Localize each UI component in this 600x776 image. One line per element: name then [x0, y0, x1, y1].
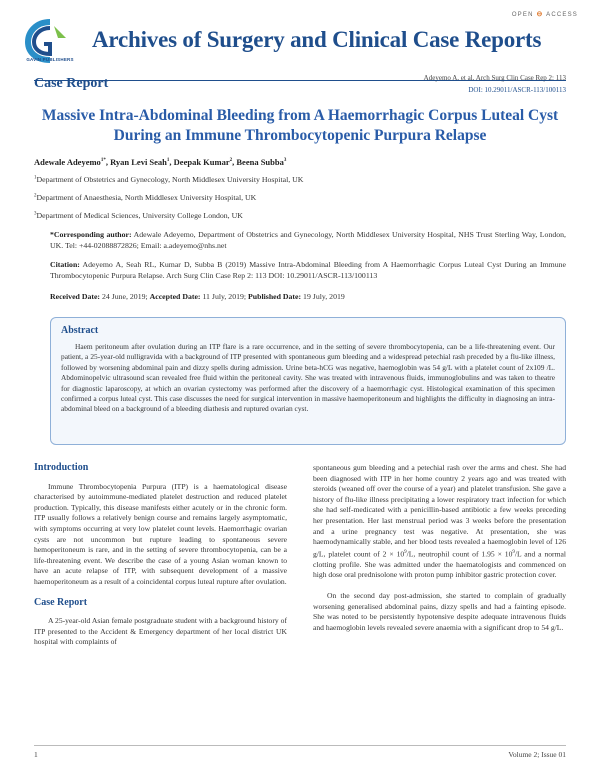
right-column	[313, 463, 566, 633]
paper-title: Massive Intra-Abdominal Bleeding from A Haemorrhagic Corpus Luteal Cyst During an Immune Thrombocytopenic Purpura Relapse	[41, 107, 559, 144]
introduction-paragraph: Immune Thrombocytopenia Purpura (ITP) is a haematological disease characterised by autoimmune-mediated platelet destruction and reduced platelet production. Typically, this disease manifests either acutely or in the chronic form. ITP usually follows a relatively benign course and remains largely asymptomatic, with symptoms occurring at very low platelet count levels. Haemorrhagic ovarian cysts are not uncommon but rupture leading to spontaneous severe hemoperitoneum is rare, and in the setting of severe thrombocytopenia, can be a life-threatening event. We describe the case of a young Asian woman known to have an acute relapse of ITP, with subsequent development of a massive haemoperitoneum as a result of a coincidental corpus luteal rupture after ovulation.	[34, 481, 287, 586]
short-citation: Adeyemo A, et al. Arch Surg Clin Case Rep 2: 113 DOI: 10.29011/ASCR-113/100113	[423, 74, 566, 94]
article-dates: Received Date: 24 June, 2019; Accepted Date: 11 July, 2019; Published Date: 19 July, 2019	[50, 292, 345, 301]
affiliation: $^3$Department of Medical Sciences, University College London, UK	[34, 211, 243, 220]
publisher-name: GAVIN PUBLISHERS	[26, 57, 74, 62]
page-number: 1	[34, 750, 38, 759]
corresponding-author: *Corresponding author: Adewale Adeyemo, Department of Obstetrics and Gynecology, North Middlesex University Hospital, NHS Trust Sterling Way, London, UK. Tel: +44-02088872826; Email: a.adeyemo@nhs.net	[50, 230, 566, 250]
journal-title: Archives of Surgery and Clinical Case Reports	[92, 27, 542, 52]
doi-link[interactable]: DOI: 10.29011/ASCR-113/100113	[468, 86, 566, 94]
abstract-text: Haem peritoneum after ovulation during an ITP flare is a rare occurrence, and in the setting of severe thrombocytopenia, can be a life-threatening event. Our patient, a 25-year-old nulligravida with a background of ITP presented with spontaneous gum bleeding and a widespread petechial rash preceded by a flu-like illness, followed by worsening abdominal pain and dizzy spells during admission. Urine beta-hCG was negative, haemoglobin was 54 g/L with a platelet count of 2x109 /L. Abdominopelvic ultrasound scan revealed free fluid within the peritoneal cavity. She was treated with intravenous fluids, immunoglobulins and was taken to theatre for diagnostic laparoscopy, at which an ovarian cystectomy was performed after the discovery of a haemorrhagic cyst. Histological examination of this specimen confirmed a corpus luteal cyst. This case discusses the need for surgical intervention in massive haemoperitoneum and highlights the difficulty in diagnosing an intra-abdominal bleed on a background of a bleeding diathesis and ruptured ovarian cyst.	[61, 342, 555, 414]
case-report-paragraph: spontaneous gum bleeding and a petechial rash over the arms and chest. She had been diagnosed with ITP in her home country 2 years ago and was treated with steroids (weaned off over the course of a year) and platelet transfusion. She gave a history of flu-like illness precipitating a lower respiratory tract infection for which she had self-medicated with a penicillin-based antibiotic a few weeks preceding her presentation. Her last menstrual period was 3 weeks before the presentation and a urine pregnancy test was negative. At presentation, she was haemodynamically stable, and her blood tests revealed a haemoglobin level of 126 g/L, platelet count of $2 \times 10^9/L$, neutrophil count of $1.95 \times 10^9/L$ and a normal clotting profile. She was admitted under the haematologists and commenced on high dose oral prednisolone with proton pump inhibitor gastric protection cover.	[313, 463, 566, 580]
case-report-paragraph: A 25-year-old Asian female postgraduate student with a background history of ITP presented to the Accident & Emergency department of her local district UK hospital with complaints of	[34, 616, 287, 647]
left-column	[34, 463, 287, 648]
abstract-heading: Abstract	[61, 325, 99, 336]
affiliation: $^2$Department of Anaesthesia, North Middlesex University Hospital, UK	[34, 193, 257, 202]
citation: Citation: Adeyemo A, Seah RL, Kumar D, Subba B (2019) Massive Intra-Abdominal Bleeding from A Haemorrhagic Corpus Luteal Cyst During an Immune Thrombocytopenic Purpura Relapse. Arch Surg Clin Case Rep 2: 113 DOI: 10.29011/ASCR-113/100113	[50, 260, 566, 280]
case-report-heading: Case Report	[34, 596, 88, 608]
footer-divider	[34, 745, 566, 746]
case-report-paragraph: On the second day post-admission, she started to complain of gradually worsening generalised abdominal pains, dizzy spells and had a fainting episode. She was noted to be persistently hypotensive despite adequate intravenous fluids and haemoglobin levels revealed severe anaemia with a significant drop to 54 g/L.	[313, 591, 566, 632]
affiliation: $^1$Department of Obstetrics and Gynecology, North Middlesex University Hospital, UK	[34, 175, 304, 184]
open-access-icon: ⊖	[536, 11, 544, 18]
abstract-box	[50, 317, 566, 445]
volume-issue: Volume 2; Issue 01	[508, 750, 566, 759]
open-access-badge: OPEN ⊖ ACCESS	[511, 11, 578, 18]
article-type: Case Report	[34, 76, 109, 91]
header-divider	[34, 80, 566, 81]
author-list: Adewale Adeyemo$^{1*}$, Ryan Levi Seah$^1$, Deepak Kumar$^2$, Beena Subba$^3$	[34, 157, 287, 167]
introduction-heading: Introduction	[34, 462, 89, 473]
